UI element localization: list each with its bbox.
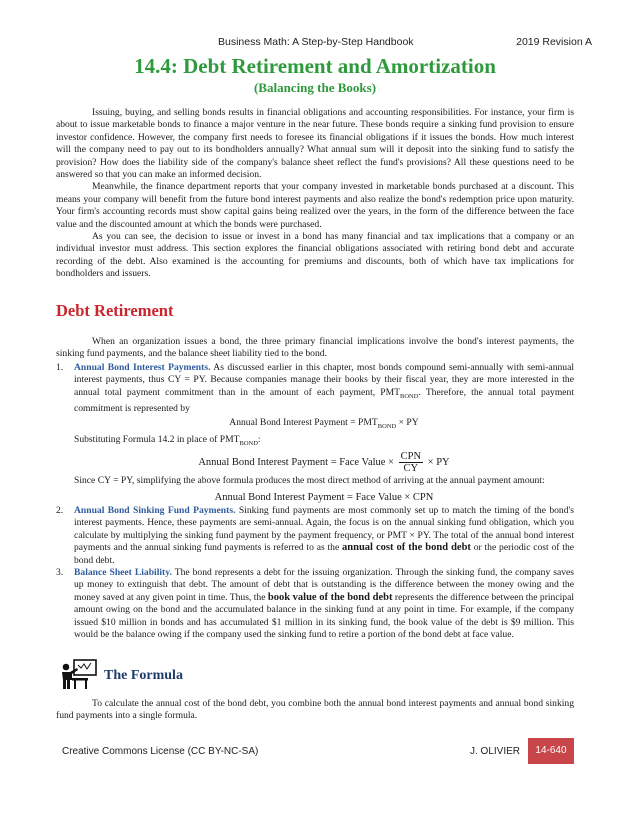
fraction-numerator: CPN (400, 451, 422, 463)
key-term: book value of the bond debt (267, 591, 393, 603)
formula-paragraph: To calculate the annual cost of the bond debt, you combine both the annual bond interest payments and annual bond sinking fund payments into a single formula. (56, 698, 574, 722)
footer-author: J. OLIVIER (470, 746, 521, 757)
term-sinking-fund-payments: Annual Bond Sinking Fund Payments. (74, 504, 236, 516)
term-annual-bond-interest: Annual Bond Interest Payments. (74, 362, 211, 373)
fraction-cpn-cy (399, 451, 423, 474)
footer-license: Creative Commons License (CC BY-NC-SA) (62, 746, 259, 757)
teacher-at-board-icon (58, 658, 98, 692)
equation-text: Annual Bond Interest Payment = PMT (229, 416, 378, 428)
substitution-text (74, 434, 574, 450)
subscript: BOND (377, 422, 397, 430)
running-header-revision: 2019 Revision A (516, 36, 592, 48)
intro-text (56, 107, 574, 281)
subscript: BOND (400, 392, 419, 400)
item-text: The bond represents a debt for the issuing organization. Through the sinking fund, the company saves up money to extinguish that debt. The amount of debt that is outstanding is the difference between the money owing and the money saved at any given point in time. Thus, the (74, 567, 574, 603)
formula-heading: The Formula (104, 668, 183, 683)
list-item-interest-payments (56, 362, 574, 504)
since-text: Since CY = PY, simplifying the above formula produces the most direct method of arriving at the annual payment amount: (74, 475, 545, 487)
list-number: 1. (56, 362, 64, 373)
intro-paragraph-1: Issuing, buying, and selling bonds results in financial obligations and accounting responsibilities. For instance, your firm is about to issue marketable bonds to finance a major venture in the near future. These bonds require a sinking fund provision to ensure investor confidence. However, the company first needs to foresee its financial obligations if it issues the bonds. How much interest will the company need to pay out to its bondholders annually? What annual sum will it deposit into the sinking fund to satisfy the provision? How does the liability side of the company's balance sheet reflect the fund's provisions? All these questions need to be answered so that you can make an informed decision. (56, 107, 574, 181)
debt-retirement-list (56, 362, 574, 641)
equation-text: Annual Bond Interest Payment = Face Value × (198, 457, 394, 469)
list-item-balance-sheet-liability (56, 567, 574, 641)
equation-text: × PY (396, 416, 419, 428)
item-text: : (257, 433, 261, 445)
item-text: or the periodic cost of the bond debt. (74, 542, 575, 566)
page-number-badge: 14-640 (528, 738, 574, 764)
subscript: BOND (239, 439, 258, 447)
page-title: 14.4: Debt Retirement and Amortization (134, 54, 496, 78)
item-text: represents the difference between the principal amount owing on the bond and the accumulated balance in the sinking fund at any point in time. For example, if the company issued $10 million in bonds and has accumulated $1 million in its sinking fund, the book value of the debt is $9 million. This would be the balance owing if the company used the sinking fund to retire a portion of the bond debt at face value. (74, 591, 574, 641)
list-number: 2. (56, 504, 64, 516)
fraction-denominator: CY (403, 463, 419, 475)
section-intro-paragraph: When an organization issues a bond, the three primary financial implications involve the bond's interest payments, the sinking fund payments, and the balance sheet liability tied to the bond. (56, 336, 574, 360)
item-text: As discussed earlier in this chapter, most bonds compound semi-annually with semi-annual interest payments, thus CY = PY. Because companies manage their books by their fiscal year, they are more interested in the annual total payment commitment than in the amount of each payment, PMT (74, 362, 575, 398)
list-item-sinking-fund-payments (56, 505, 574, 567)
key-term: annual cost of the bond debt (342, 542, 471, 554)
equation-2 (74, 451, 574, 474)
item-text: Substituting Formula 14.2 in place of PMT (74, 433, 240, 445)
intro-paragraph-3: As you can see, the decision to issue or invest in a bond has many financial and tax implications that a company or an individual investor must address. This section explores the financial obligations associated with retiring bond debt and accurate recording of the debt. Also examined is the accounting for premiums and discounts, both of which have tax implications for bondholders and issuers. (56, 231, 574, 280)
intro-paragraph-2: Meanwhile, the finance department reports that your company invested in marketable bonds purchased at a discount. This means your company will benefit from the future bond interest payments and also realize the bond's redemption price upon maturity. Your firm's accounting records must show capital gains being realized over the years, in the form of the difference between the face value and the discounted amount at which the bonds were purchased. (56, 181, 574, 230)
section-heading-debt-retirement: Debt Retirement (56, 301, 174, 320)
running-header-title: Business Math: A Step-by-Step Handbook (218, 36, 414, 48)
item-text: Sinking fund payments are most commonly set up to match the timing of the bond's interest payments. Hence, these payments are semi-annual. Again, the focus is on the annual sinking fund obligation, which you calculate by multiplying the sinking fund payment by the payment frequency, or PMT × PY. The total of the annual bond interest payments and the annual sinking fund payments is referred to as the (74, 504, 574, 554)
equation-3: Annual Bond Interest Payment = Face Value × CPN (214, 491, 434, 503)
equation-1 (74, 417, 574, 433)
section-intro (56, 336, 574, 361)
term-balance-sheet-liability: Balance Sheet Liability. (74, 567, 172, 578)
item-text: . Therefore, the annual total payment commitment is represented by (74, 386, 575, 415)
formula-text (56, 698, 574, 723)
equation-text: × PY (427, 457, 450, 469)
page-subtitle: (Balancing the Books) (253, 80, 377, 95)
list-number: 3. (56, 567, 64, 578)
